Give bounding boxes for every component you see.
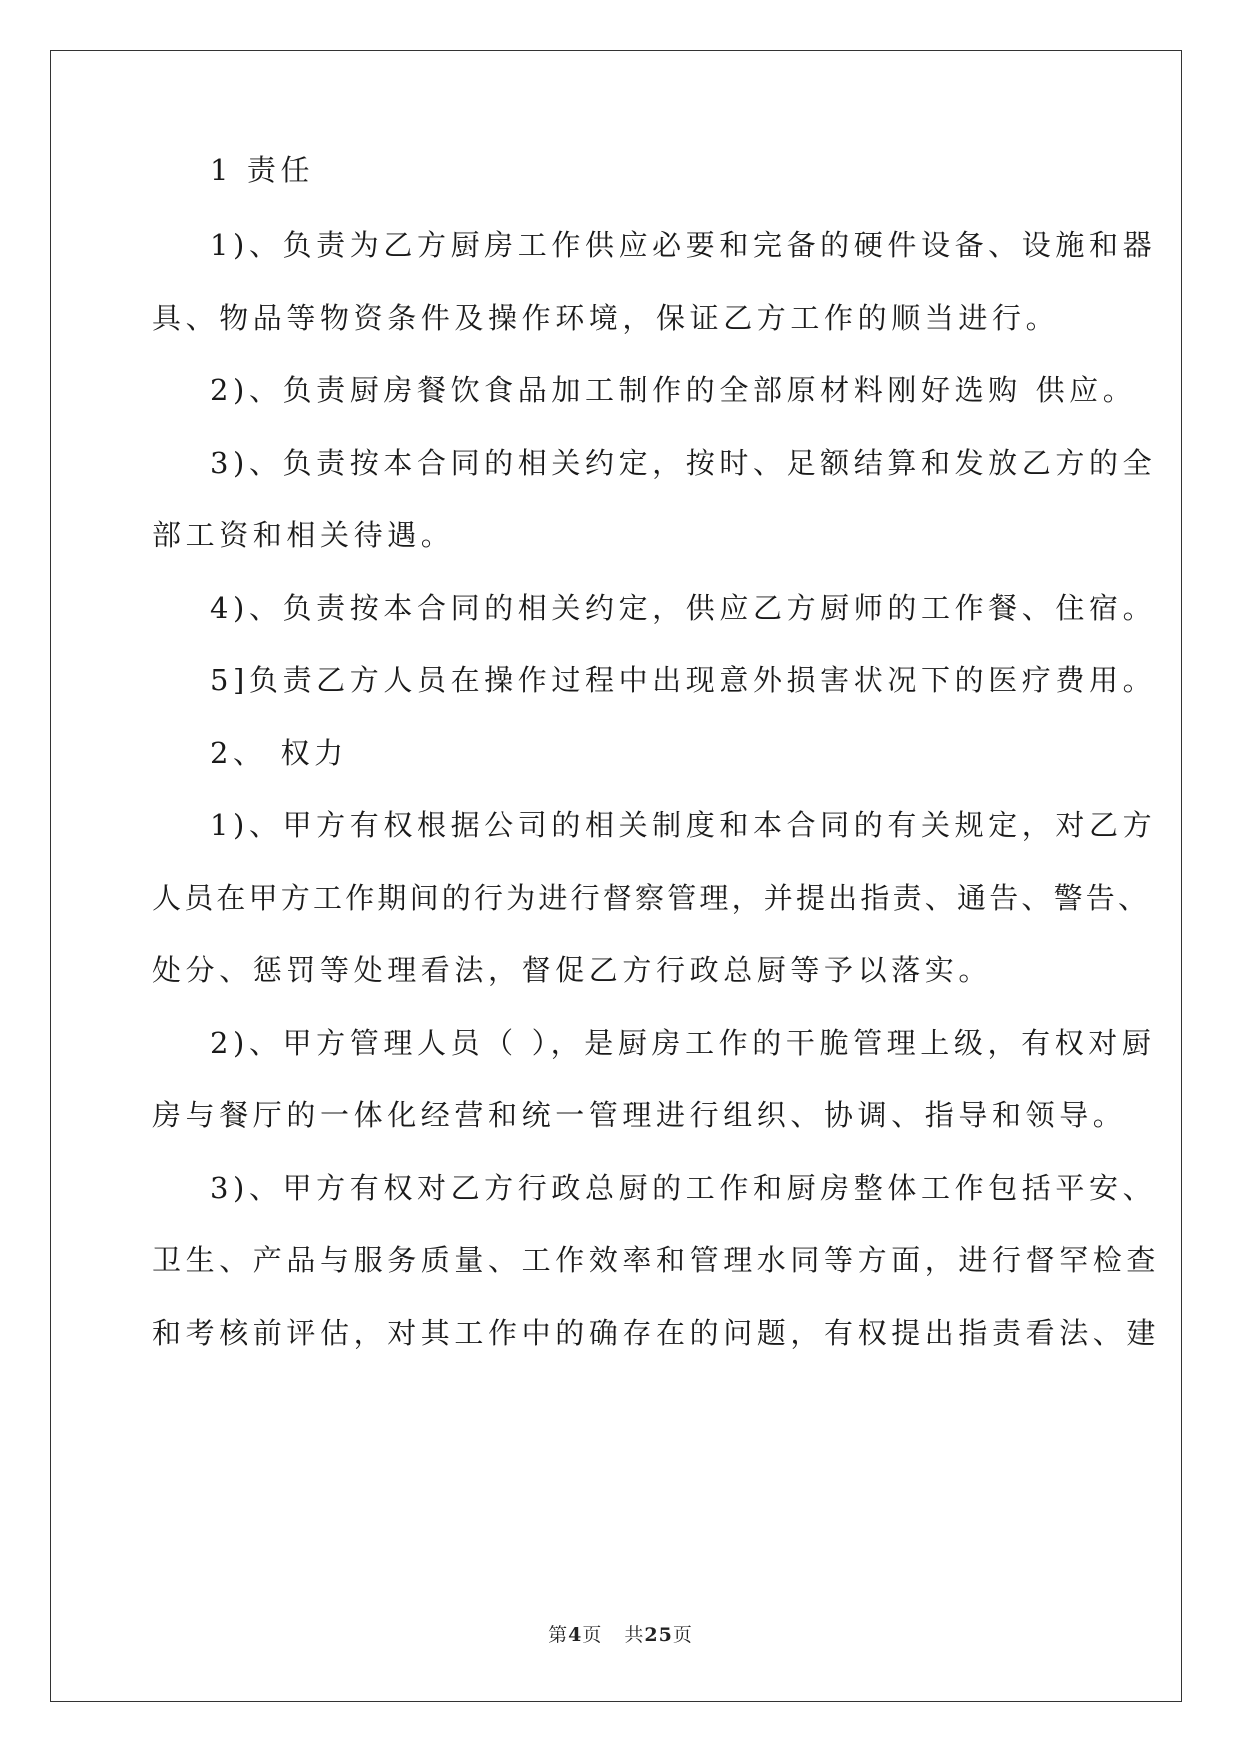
footer-total-pages: 25: [644, 1624, 673, 1646]
footer-page-mid: 页: [582, 1624, 603, 1646]
paragraph-line: 5]负责乙方人员在操作过程中出现意外损害状况下的医疗费用。: [210, 663, 1157, 697]
paragraph-line: 部工资和相关待遇。: [152, 518, 455, 552]
paragraph-line: 3)、负责按本合同的相关约定，按时、足额结算和发放乙方的全: [210, 446, 1157, 480]
section-heading-responsibility: 1 责任: [210, 153, 315, 187]
section-heading-rights: 2、 权力: [210, 736, 348, 770]
footer-total-prefix: 共: [624, 1624, 645, 1646]
paragraph-line: 4)、负责按本合同的相关约定，供应乙方厨师的工作餐、住宿。: [210, 591, 1157, 625]
paragraph-line: 2)、负责厨房餐饮食品加工制作的全部原材料刚好选购 供应。: [210, 373, 1137, 407]
paragraph-line: 房与餐厅的一体化经营和统一管理进行组织、协调、指导和领导。: [152, 1098, 1127, 1132]
paragraph-line: 人员在甲方工作期间的行为进行督察管理，并提出指责、通告、警告、: [152, 881, 1151, 915]
paragraph-line: 1)、甲方有权根据公司的相关制度和本合同的有关规定，对乙方: [210, 808, 1157, 842]
paragraph-line: 和考核前评估，对其工作中的确存在的问题，有权提出指责看法、建: [152, 1316, 1161, 1350]
paragraph-line: 卫生、产品与服务质量、工作效率和管理水同等方面，进行督罕检查: [152, 1243, 1161, 1277]
footer-page-prefix: 第: [548, 1624, 569, 1646]
page-footer: [0, 1620, 1241, 1647]
paragraph-line: 处分、惩罚等处理看法，督促乙方行政总厨等予以落实。: [152, 953, 993, 987]
paragraph-line: 2)、甲方管理人员（ ），是厨房工作的干脆管理上级，有权对厨: [210, 1026, 1156, 1060]
paragraph-line: 具、物品等物资条件及操作环境，保证乙方工作的顺当进行。: [152, 301, 1060, 335]
paragraph-line: 1)、负责为乙方厨房工作供应必要和完备的硬件设备、设施和器: [210, 228, 1157, 262]
paragraph-line: 3)、甲方有权对乙方行政总厨的工作和厨房整体工作包括平安、: [210, 1171, 1157, 1205]
footer-current-page: 4: [568, 1624, 583, 1646]
footer-total-suffix: 页: [672, 1624, 693, 1646]
